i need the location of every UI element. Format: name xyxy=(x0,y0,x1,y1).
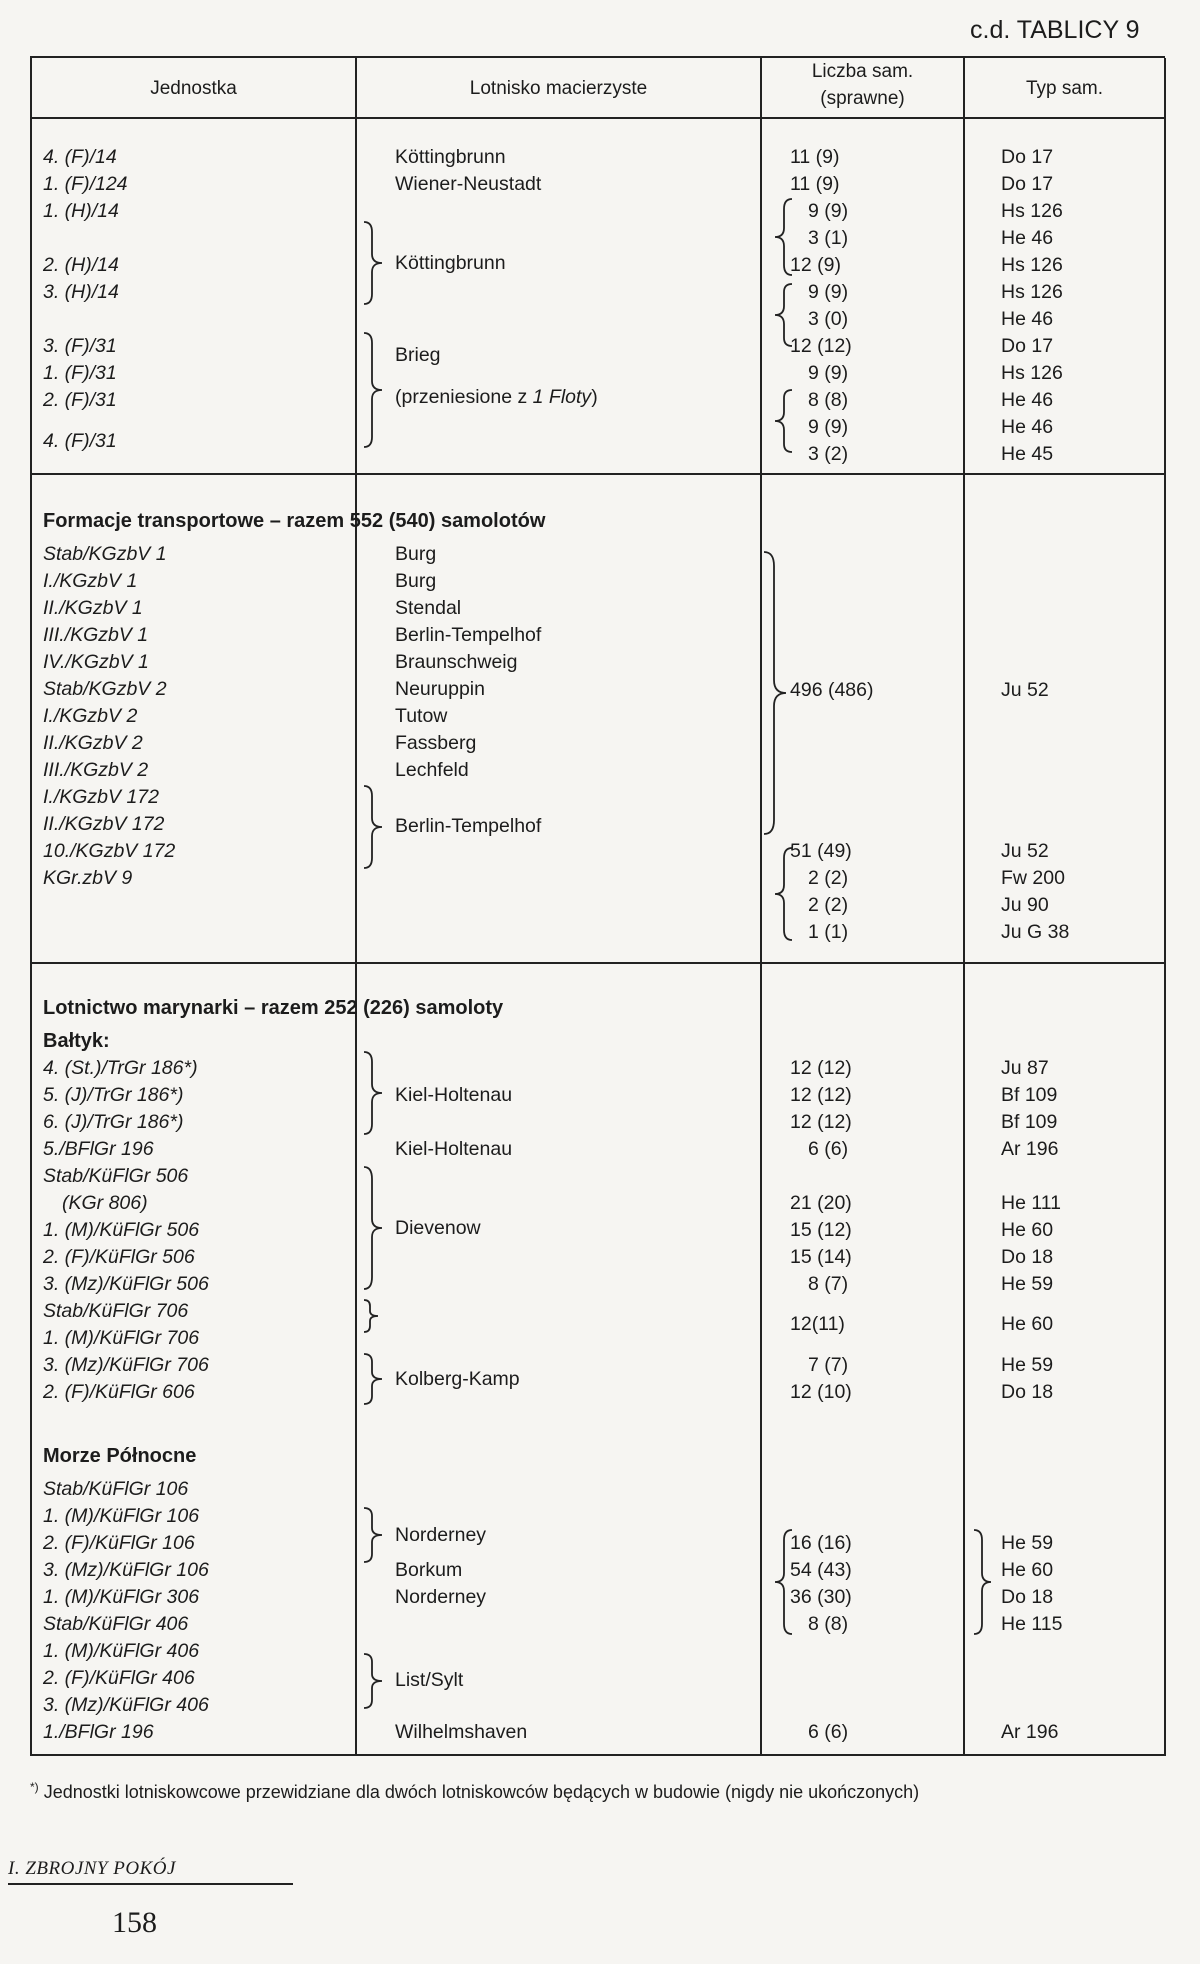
table-cell-base: Köttingbrunn xyxy=(395,252,506,274)
table-cell-base: Tutow xyxy=(395,705,448,727)
table-cell-type: Hs 126 xyxy=(1001,362,1063,384)
table-cell-unit: 3. (Mz)/KüFlGr 106 xyxy=(43,1559,209,1581)
table-cell-count: 51 (49) xyxy=(790,840,852,862)
table-cell-base: Kiel-Holtenau xyxy=(395,1084,513,1106)
table-cell-unit: Stab/KüFlGr 706 xyxy=(43,1300,189,1322)
running-header-rule xyxy=(8,1883,293,1885)
table-cell-type: He 115 xyxy=(1001,1613,1063,1635)
table-continuation-title: c.d. TABLICY 9 xyxy=(970,16,1140,44)
table-cell-base: Norderney xyxy=(395,1586,487,1608)
table-cell-type: Ju G 38 xyxy=(1001,921,1070,943)
table-cell-type: He 46 xyxy=(1001,227,1054,249)
table-cell-base: Wilhelmshaven xyxy=(395,1721,528,1743)
table-cell-unit: 3. (F)/31 xyxy=(43,335,117,357)
table-cell-base: Berlin-Tempelhof xyxy=(395,624,542,646)
brace-left xyxy=(772,388,794,454)
footnote-text: Jednostki lotniskowcowe przewidziane dla dwóch lotniskowców będących w budowie (nigdy nie ukończonych) xyxy=(43,1782,920,1802)
table-cell-count: 8 (8) xyxy=(808,1613,849,1635)
table-cell-base: Kiel-Holtenau xyxy=(395,1138,513,1160)
table-cell-unit: I./KGzbV 2 xyxy=(43,705,138,727)
table-cell-unit: 1. (M)/KüFlGr 406 xyxy=(43,1640,200,1662)
table-cell-unit: 3. (Mz)/KüFlGr 506 xyxy=(43,1273,209,1295)
table-cell-count: 8 (7) xyxy=(808,1273,849,1295)
table-cell-unit: Stab/KGzbV 2 xyxy=(43,678,167,700)
header-count-line2: (sprawne) xyxy=(820,88,905,109)
table-cell-type: Ju 87 xyxy=(1001,1057,1049,1079)
table-cell-type: Do 17 xyxy=(1001,146,1054,168)
table-cell-unit: 3. (Mz)/KüFlGr 406 xyxy=(43,1694,209,1716)
table-cell-unit: Stab/KGzbV 1 xyxy=(43,543,167,565)
table-cell-count: 15 (14) xyxy=(790,1246,852,1268)
table-cell-base: Kolberg-Kamp xyxy=(395,1368,520,1390)
table-cell-unit: 2. (F)/31 xyxy=(43,389,117,411)
header-unit: Jednostka xyxy=(150,78,237,99)
table-cell-count: 9 (9) xyxy=(808,281,849,303)
table-cell-unit: 3. (Mz)/KüFlGr 706 xyxy=(43,1354,209,1376)
table-cell-count: 6 (6) xyxy=(808,1721,849,1743)
table-cell-count: 54 (43) xyxy=(790,1559,852,1581)
brace-big-transport xyxy=(760,550,790,836)
table-cell-type: He 111 xyxy=(1001,1192,1061,1214)
table-cell-count: 21 (20) xyxy=(790,1192,852,1214)
table-cell-type: Do 17 xyxy=(1001,335,1054,357)
table-cell-unit: 3. (H)/14 xyxy=(43,281,119,303)
table-cell-unit: 1. (M)/KüFlGr 706 xyxy=(43,1327,200,1349)
section-title-naval: Lotnictwo marynarki – razem 252 (226) samoloty xyxy=(43,997,504,1019)
table-cell-type: He 60 xyxy=(1001,1219,1054,1241)
table-cell-unit: 1. (M)/KüFlGr 506 xyxy=(43,1219,200,1241)
table-cell-base: Norderney xyxy=(395,1524,487,1546)
table-bottom-border xyxy=(30,1754,1165,1756)
brace-right xyxy=(362,1050,386,1136)
table-cell-type: He 60 xyxy=(1001,1313,1054,1335)
table-cell-count: 2 (2) xyxy=(808,867,849,889)
table-cell-type: Ar 196 xyxy=(1001,1138,1059,1160)
table-cell-unit: 2. (F)/KüFlGr 606 xyxy=(43,1381,195,1403)
table-cell-count: 9 (9) xyxy=(808,200,849,222)
table-cell-base: Braunschweig xyxy=(395,651,518,673)
table-cell-unit: II./KGzbV 1 xyxy=(43,597,143,619)
table-top-border xyxy=(30,56,1165,58)
brace-right xyxy=(362,1165,386,1291)
table-cell-base: Lechfeld xyxy=(395,759,469,781)
table-cell-unit: 4. (St.)/TrGr 186*) xyxy=(43,1057,198,1079)
table-cell-type: Bf 109 xyxy=(1001,1111,1058,1133)
table-cell-count: 6 (6) xyxy=(808,1138,849,1160)
table-cell-type: Hs 126 xyxy=(1001,254,1063,276)
table-cell-unit: 2. (F)/KüFlGr 506 xyxy=(43,1246,195,1268)
table-cell-count: 11 (9) xyxy=(790,173,840,195)
table-cell-unit: 1. (H)/14 xyxy=(43,200,119,222)
table-cell-base: Brieg xyxy=(395,344,441,366)
column-divider-unit-base xyxy=(355,58,357,1756)
brace-right xyxy=(362,1506,386,1564)
table-cell-unit: 10./KGzbV 172 xyxy=(43,840,176,862)
table-cell-unit: III./KGzbV 2 xyxy=(43,759,149,781)
table-cell-base: Köttingbrunn xyxy=(395,146,506,168)
running-header: I. ZBROJNY POKÓJ xyxy=(8,1858,176,1879)
section-title-transport: Formacje transportowe – razem 552 (540) samolotów xyxy=(43,510,546,532)
table-cell-unit: KGr.zbV 9 xyxy=(43,867,133,889)
header-count-line1: Liczba sam. xyxy=(811,61,914,82)
table-cell-type: He 46 xyxy=(1001,308,1054,330)
table-cell-type: Hs 126 xyxy=(1001,281,1063,303)
table-cell-count: 12 (12) xyxy=(790,1057,852,1079)
page-number: 158 xyxy=(112,1906,157,1939)
table-cell-type: Ju 52 xyxy=(1001,679,1049,701)
table-cell-type: He 46 xyxy=(1001,416,1054,438)
table-cell-unit: III./KGzbV 1 xyxy=(43,624,149,646)
table-cell-count: 3 (1) xyxy=(808,227,849,249)
table-cell-type: Hs 126 xyxy=(1001,200,1063,222)
table-cell-base: Stendal xyxy=(395,597,462,619)
table-cell-count: 12 (10) xyxy=(790,1381,852,1403)
table-cell-type: He 59 xyxy=(1001,1354,1054,1376)
table-cell-count: 2 (2) xyxy=(808,894,849,916)
table-cell-type: Do 18 xyxy=(1001,1246,1054,1268)
table-cell-count: 1 (1) xyxy=(808,921,849,943)
table-cell-type: He 46 xyxy=(1001,389,1054,411)
table-cell-unit: Stab/KüFlGr 406 xyxy=(43,1613,189,1635)
table-cell-count: 12 (12) xyxy=(790,335,852,357)
table-cell-type: Ju 52 xyxy=(1001,840,1049,862)
table-cell-count: 7 (7) xyxy=(808,1354,849,1376)
table-cell-type: Ar 196 xyxy=(1001,1721,1059,1743)
table-cell-base: Neuruppin xyxy=(395,678,485,700)
table-cell-unit: I./KGzbV 172 xyxy=(43,786,159,808)
table-cell-count: 3 (0) xyxy=(808,308,849,330)
table-cell-count: 12 (12) xyxy=(790,1084,852,1106)
brace-right xyxy=(972,1528,994,1636)
table-cell-base: Burg xyxy=(395,570,437,592)
table-cell-count: 11 (9) xyxy=(790,146,840,168)
table-cell-count: 16 (16) xyxy=(790,1532,852,1554)
table-cell-base: List/Sylt xyxy=(395,1669,464,1691)
column-divider-count-type xyxy=(963,58,965,1756)
table-cell-unit: 2. (H)/14 xyxy=(43,254,119,276)
brace-right xyxy=(362,784,386,870)
table-cell-type: Do 18 xyxy=(1001,1381,1054,1403)
section-divider-2 xyxy=(30,962,1165,964)
subsection-title-baltic: Bałtyk: xyxy=(43,1030,110,1052)
column-divider-base-count xyxy=(760,58,762,1756)
table-cell-unit: 4. (F)/31 xyxy=(43,430,117,452)
table-cell-type: Fw 200 xyxy=(1001,867,1065,889)
table-cell-base: Berlin-Tempelhof xyxy=(395,815,542,837)
brace-right xyxy=(362,1298,382,1334)
table-cell-base: Fassberg xyxy=(395,732,477,754)
table-cell-type: He 60 xyxy=(1001,1559,1054,1581)
table-cell-unit: (KGr 806) xyxy=(62,1192,148,1214)
table-cell-unit: 2. (F)/KüFlGr 406 xyxy=(43,1667,195,1689)
table-cell-count: 9 (9) xyxy=(808,362,849,384)
footnote xyxy=(30,1774,919,1805)
header-base: Lotnisko macierzyste xyxy=(469,78,648,99)
table-right-border xyxy=(1164,58,1166,1756)
brace-right xyxy=(362,1652,386,1710)
table-cell-unit: Stab/KüFlGr 506 xyxy=(43,1165,189,1187)
brace-right xyxy=(362,220,386,306)
header-bottom-border xyxy=(30,117,1165,119)
table-cell-count: 12 (12) xyxy=(790,1111,852,1133)
table-cell-base: Dievenow xyxy=(395,1217,481,1239)
table-cell-unit: 1. (M)/KüFlGr 306 xyxy=(43,1586,200,1608)
table-cell-count: 496 (486) xyxy=(790,679,874,701)
table-cell-type: Do 18 xyxy=(1001,1586,1054,1608)
table-cell-unit: IV./KGzbV 1 xyxy=(43,651,149,673)
table-cell-unit: 5. (J)/TrGr 186*) xyxy=(43,1084,184,1106)
table-cell-unit: II./KGzbV 172 xyxy=(43,813,165,835)
table-cell-unit: 1. (M)/KüFlGr 106 xyxy=(43,1505,200,1527)
brace-right xyxy=(362,1352,386,1406)
table-cell-count: 15 (12) xyxy=(790,1219,852,1241)
table-cell-count: 8 (8) xyxy=(808,389,849,411)
table-cell-type: He 59 xyxy=(1001,1273,1054,1295)
table-cell-count: 3 (2) xyxy=(808,443,849,465)
table-cell-type: He 59 xyxy=(1001,1532,1054,1554)
table-cell-unit: 1./BFlGr 196 xyxy=(43,1721,154,1743)
table-cell-base: Burg xyxy=(395,543,437,565)
brace-right xyxy=(362,331,386,449)
table-cell-type: He 45 xyxy=(1001,443,1054,465)
table-cell-unit: I./KGzbV 1 xyxy=(43,570,138,592)
table-left-border xyxy=(30,58,32,1756)
table-cell-count: 36 (30) xyxy=(790,1586,852,1608)
table-cell-count: 12 (9) xyxy=(790,254,841,276)
section-divider-1 xyxy=(30,473,1165,475)
table-cell-unit: Stab/KüFlGr 106 xyxy=(43,1478,189,1500)
table-cell-unit: II./KGzbV 2 xyxy=(43,732,143,754)
table-cell-unit: 1. (F)/31 xyxy=(43,362,117,384)
table-cell-unit: 4. (F)/14 xyxy=(43,146,117,168)
header-type: Typ sam. xyxy=(1025,78,1104,99)
table-cell-count: 9 (9) xyxy=(808,416,849,438)
table-cell-unit: 1. (F)/124 xyxy=(43,173,128,195)
table-cell-base: Wiener-Neustadt xyxy=(395,173,542,195)
table-cell-type: Do 17 xyxy=(1001,173,1054,195)
table-cell-type: Bf 109 xyxy=(1001,1084,1058,1106)
table-cell-base: Borkum xyxy=(395,1559,463,1581)
table-cell-base-note: (przeniesione z 1 Floty) xyxy=(395,386,598,408)
footnote-mark: *) xyxy=(30,1780,39,1794)
subsection-title-north-sea: Morze Północne xyxy=(43,1445,197,1467)
table-cell-type: Ju 90 xyxy=(1001,894,1049,916)
table-cell-count: 12(11) xyxy=(790,1313,845,1335)
table-cell-unit: 2. (F)/KüFlGr 106 xyxy=(43,1532,195,1554)
table-cell-unit: 6. (J)/TrGr 186*) xyxy=(43,1111,184,1133)
table-cell-unit: 5./BFlGr 196 xyxy=(43,1138,154,1160)
